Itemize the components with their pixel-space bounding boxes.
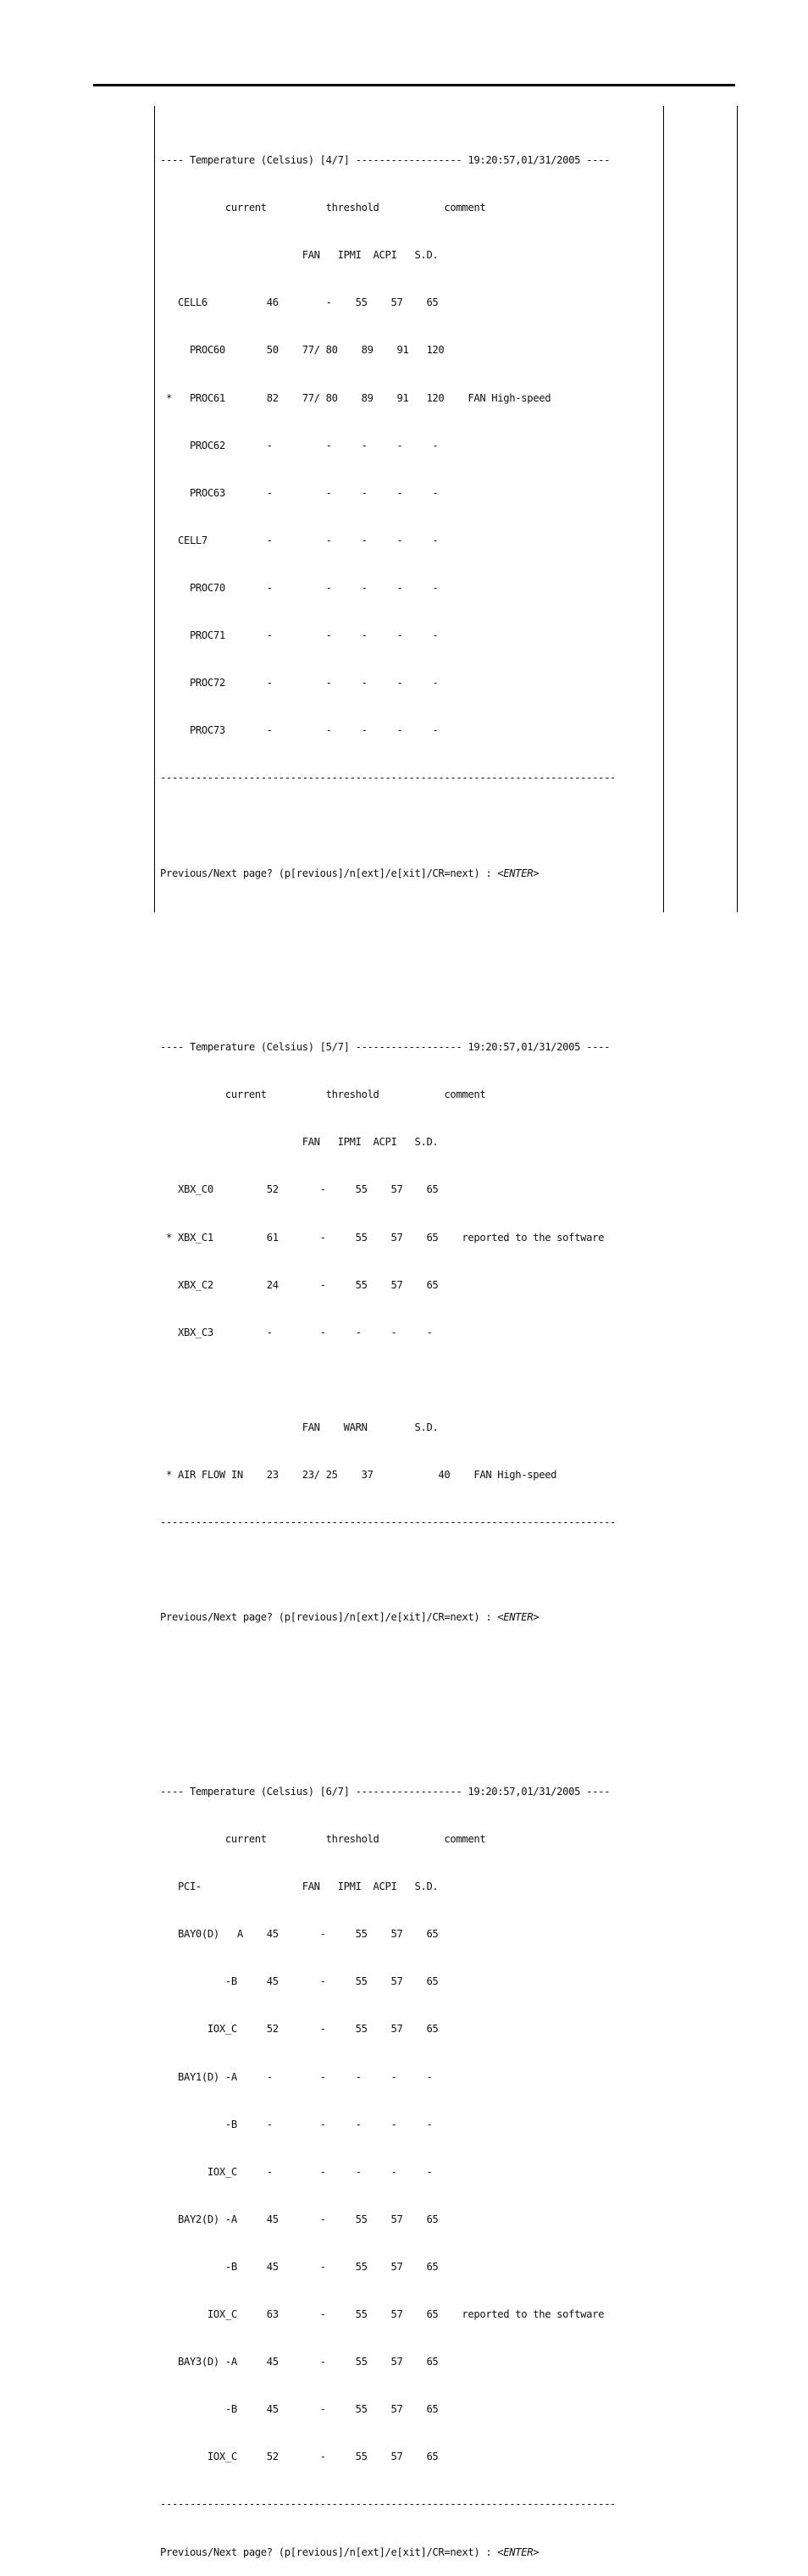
page-top-rule [93,84,735,86]
column-header-row: current threshold comment [160,1833,486,1846]
table-row: IOX_C 52 - 55 57 65 [160,2023,439,2036]
table-row: IOX_C - - - - - [160,2165,433,2178]
prompt-text: Previous/Next page? (p[revious]/n[ext]/e[xit]/CR=next) : [160,867,498,879]
blank-line [160,817,651,834]
pager-prompt [160,866,651,882]
table-row: BAY3(D) -A 45 - 55 57 65 [160,2356,439,2368]
table-row: CELL6 46 - 55 57 65 [160,296,439,309]
prompt-text: Previous/Next page? (p[revious]/n[ext]/e[xit]/CR=next) : [160,1611,498,1624]
table-row: XBX_C2 24 - 55 57 65 [160,1278,439,1291]
column-subheader-row: PCI- FAN IPMI ACPI S.D. [160,1881,439,1893]
column-header-row: current threshold comment [160,202,486,214]
table-row: BAY2(D) -A 45 - 55 57 65 [160,2213,439,2225]
blank-line [160,1705,651,1721]
outer-margin-line [737,106,738,912]
table-row: PROC72 - - - - - [160,677,439,690]
enter-key-label: <ENTER> [497,1611,540,1624]
table-row: * PROC61 82 77/ 80 89 91 120 FAN High-speed [160,391,551,404]
table-row: * XBX_C1 61 - 55 57 65 reported to the software [160,1231,605,1244]
terminal-output [160,105,651,2576]
pager-prompt [160,1609,651,1626]
column-subheader-row: FAN IPMI ACPI S.D. [160,249,439,262]
pager-prompt [160,2545,651,2561]
table-row: XBX_C0 52 - 55 57 65 [160,1183,439,1196]
block-header-page-5: ---- Temperature (Celsius) [5/7] ------------------ 19:20:57,01/31/2005 ---- [160,1041,611,1054]
separator-line: ----------------------------------------------------------------------------- [160,2498,617,2511]
left-margin-line [154,106,155,912]
right-margin-line [663,106,664,912]
prompt-text: Previous/Next page? (p[revious]/n[ext]/e[xit]/CR=next) : [160,2546,498,2558]
enter-key-label: <ENTER> [497,867,540,879]
table-row: PROC60 50 77/ 80 89 91 120 [160,344,445,357]
table-row: XBX_C3 - - - - - [160,1326,433,1338]
blank-line [160,913,651,929]
blank-line [160,961,651,977]
table-row: PROC70 - - - - - [160,581,439,594]
table-row: IOX_C 52 - 55 57 65 [160,2451,439,2463]
table-row: IOX_C 63 - 55 57 65 reported to the software [160,2308,605,2321]
table-row: -B 45 - 55 57 65 [160,2403,439,2416]
table-row: PROC63 - - - - - [160,486,439,499]
table-row: -B 45 - 55 57 65 [160,1975,439,1988]
separator-line: ----------------------------------------------------------------------------- [160,772,617,784]
table-row: PROC62 - - - - - [160,439,439,451]
column-subheader-row: FAN WARN S.D. [160,1421,439,1433]
table-row: PROC71 - - - - - [160,629,439,642]
table-row: -B 45 - 55 57 65 [160,2260,439,2273]
table-row: BAY1(D) -A - - - - - [160,2070,433,2083]
table-row: * AIR FLOW IN 23 23/ 25 37 40 FAN High-speed [160,1469,557,1482]
blank-line [160,1657,651,1673]
table-row: -B - - - - - [160,2118,433,2130]
blank-line [160,1372,651,1388]
block-header-page-6: ---- Temperature (Celsius) [6/7] ------------------ 19:20:57,01/31/2005 ---- [160,1786,611,1798]
column-subheader-row: FAN IPMI ACPI S.D. [160,1136,439,1149]
column-header-row: current threshold comment [160,1089,486,1101]
separator-line: ----------------------------------------------------------------------------- [160,1516,617,1529]
table-row: BAY0(D) A 45 - 55 57 65 [160,1928,439,1941]
block-header-page-4: ---- Temperature (Celsius) [4/7] ------------------ 19:20:57,01/31/2005 ---- [160,154,611,167]
table-row: CELL7 - - - - - [160,534,439,546]
blank-line [160,1562,651,1578]
table-row: PROC73 - - - - - [160,724,439,737]
enter-key-label: <ENTER> [497,2546,540,2558]
